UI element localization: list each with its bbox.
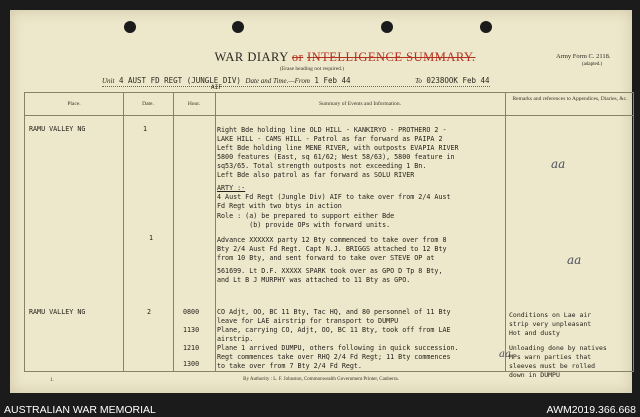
- hour-cell: 1130: [183, 326, 200, 334]
- date-cell: 1: [149, 234, 154, 242]
- handwritten-initials: aa: [499, 349, 511, 360]
- punch-hole: [124, 21, 136, 33]
- summary-line: to take over from 7 Bty 2/4 Fd Regt.: [217, 362, 362, 370]
- summary-line: Plane, carrying CO, Adjt, OO, BC 11 Bty, took off from LAE: [217, 326, 451, 334]
- title-or: or: [291, 50, 304, 64]
- erase-heading-note: (Erase heading not required.): [280, 66, 345, 72]
- summary-line: from 10 Bty, and sent forward to take over STEVE OP at: [217, 254, 435, 262]
- unit-line: [102, 76, 490, 85]
- summary-line: Fd Regt with two btys in action: [217, 202, 342, 210]
- column-header-summary: Summary of Events and Information.: [318, 101, 402, 107]
- from-value: 1 Feb 44: [314, 76, 351, 85]
- punch-hole: [232, 21, 244, 33]
- summary-line: Regt commences take over RHQ 2/4 Fd Regt; 11 Bty commences: [217, 353, 451, 361]
- column-header-date: Date.: [142, 101, 154, 107]
- archive-caption-bar: [0, 403, 640, 417]
- summary-line: 4 Aust Fd Regt (Jungle Div) AIF to take over from 2/4 Aust: [217, 193, 451, 201]
- summary-line: airstrip.: [217, 335, 254, 343]
- summary-line: Right Bde holding line OLD HILL - KANKIRYO - PROTHERO 2 -: [217, 126, 447, 134]
- form-title: [200, 50, 490, 65]
- remark-line: MPs warn parties that: [509, 353, 592, 361]
- summary-line: CO Adjt, OO, BC 11 Bty, Tac HQ, and 80 personnel of 11 Bty: [217, 308, 451, 316]
- column-header-hour: Hour.: [187, 101, 201, 107]
- summary-line: ARTY :-: [217, 184, 246, 192]
- hour-cell: 1210: [183, 344, 200, 352]
- date-cell: 1: [143, 125, 148, 133]
- diary-table: [24, 92, 634, 379]
- summary-line: LAKE HILL - CAMS HILL - Patrol as far forward as PAIPA 2: [217, 135, 443, 143]
- punch-hole: [381, 21, 393, 33]
- handwritten-initials: aa: [567, 253, 582, 267]
- column-header-remarks: Remarks and references to Appendices, Diaries, &c.: [512, 96, 628, 102]
- remark-line: Unloading done by natives: [509, 344, 607, 352]
- summary-line: Role : (a) be prepared to support either Bde: [217, 212, 395, 220]
- summary-line: Plane 1 arrived DUMPU, others following in quick succession.: [217, 344, 459, 352]
- date-time-label: Date and Time.—From: [245, 77, 310, 85]
- archive-name: AUSTRALIAN WAR MEMORIAL: [4, 404, 156, 416]
- diary-sheet: [10, 10, 632, 393]
- to-value: 0238OOK Feb 44: [426, 76, 490, 85]
- summary-line: Advance XXXXXX party 12 Bty commenced to take over from 8: [217, 236, 447, 244]
- to-label: To: [415, 77, 422, 85]
- summary-line: 5800 features (East, sq 61/62; West 58/63), 5800 feature in: [217, 153, 455, 161]
- printer-note: By Authority : L. F. Johnston, Commonwealth Government Printer, Canberra.: [243, 377, 399, 382]
- unit-value: 4 AUST FD REGT (JUNGLE DIV): [118, 76, 241, 85]
- title-war-diary: WAR DIARY: [214, 50, 289, 64]
- remark-line: strip very unpleasant: [509, 320, 592, 328]
- place-cell: RAMU VALLEY NG: [29, 308, 86, 316]
- army-form-number: Army Form C. 2118.: [556, 53, 611, 60]
- date-cell: 2: [147, 308, 152, 316]
- remark-line: sleeves must be rolled: [509, 362, 596, 370]
- remark-line: down in DUMPU: [509, 371, 560, 379]
- summary-line: sq53/65. Total strength outposts not exceeding 1 Bn.: [217, 162, 427, 170]
- summary-line: leave for LAE airstrip for transport to DUMPU: [217, 317, 399, 325]
- summary-line: Left Bde holding line MENE RIVER, with outposts EVAPIA RIVER: [217, 144, 459, 152]
- unit-label: Unit: [102, 77, 115, 85]
- summary-line: Bty 2/4 Aust Fd Regt. Capt N.J. BRIGGS attached to 12 Bty: [217, 245, 447, 253]
- hour-cell: 0800: [183, 308, 200, 316]
- place-cell: RAMU VALLEY NG: [29, 125, 86, 133]
- remark-line: Hot and dusty: [509, 329, 560, 337]
- summary-line: (b) provide OPs with forward units.: [217, 221, 391, 229]
- hour-cell: 1300: [183, 360, 200, 368]
- unit-suffix: AIF: [211, 84, 222, 91]
- title-intelligence-summary: INTELLIGENCE SUMMARY.: [306, 50, 476, 64]
- punch-hole: [480, 21, 492, 33]
- archive-id: AWM2019.366.668: [546, 404, 636, 416]
- summary-line: and Lt B J MURPHY was attached to 11 Bty as GPO.: [217, 276, 411, 284]
- summary-line: Left Bde also patrol as far forward as SOLU RIVER: [217, 171, 415, 179]
- column-header-place: Place.: [67, 101, 81, 107]
- handwritten-initials: aa: [551, 157, 566, 171]
- summary-line: 561699. Lt D.F. XXXXX SPARK took over as GPO D Tp 8 Bty,: [217, 267, 443, 275]
- page-mark: 1.: [50, 378, 54, 383]
- remark-line: Conditions on Lae air: [509, 311, 592, 319]
- adapted-note: (adapted.): [582, 62, 603, 67]
